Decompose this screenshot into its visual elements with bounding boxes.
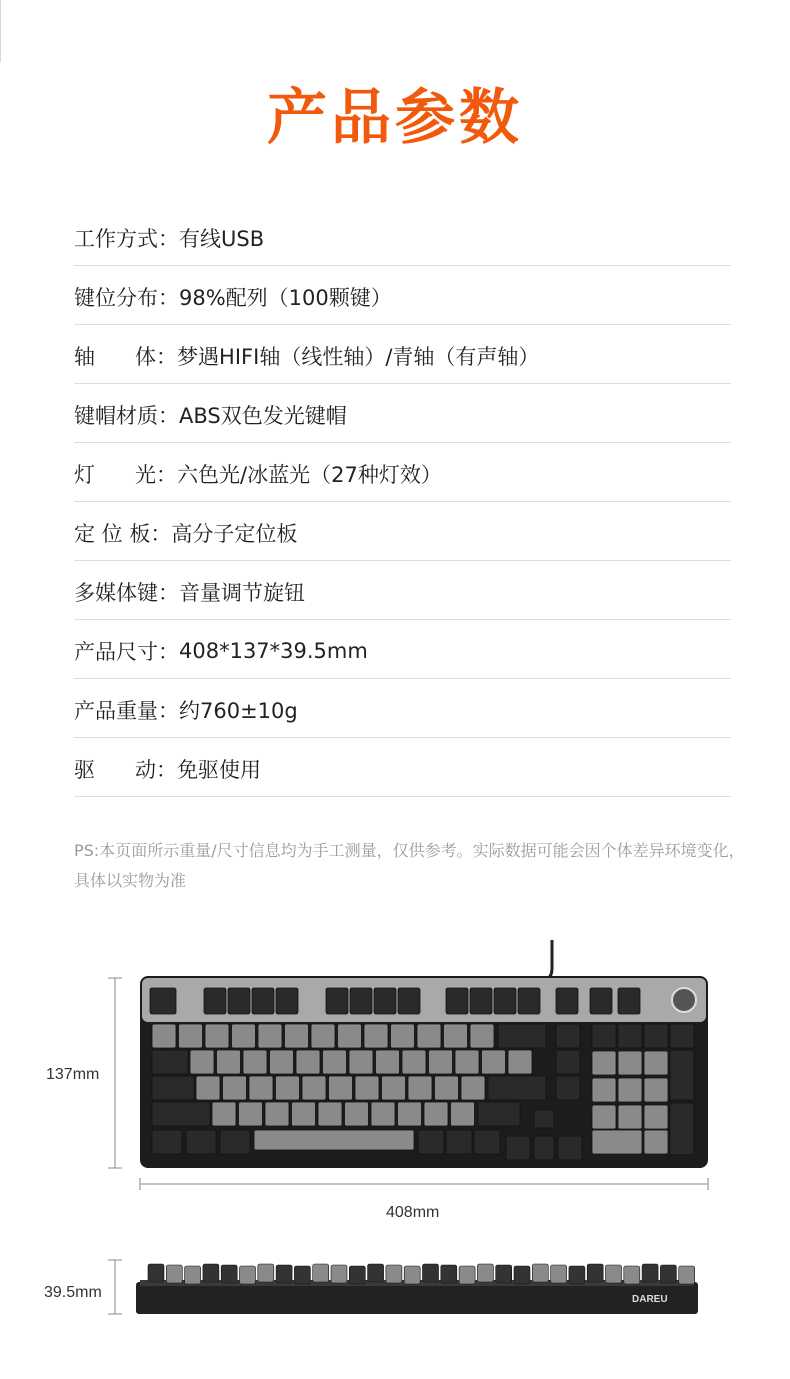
keycap xyxy=(644,1051,668,1075)
spec-label: 工作方式： xyxy=(74,226,179,251)
side-keycap xyxy=(294,1266,310,1284)
keycap xyxy=(232,1024,256,1048)
keycap xyxy=(205,1024,229,1048)
keycap xyxy=(644,1105,668,1129)
keycap xyxy=(618,1105,642,1129)
keycap xyxy=(270,1050,294,1074)
keycap xyxy=(318,1102,342,1126)
keycap xyxy=(494,988,516,1014)
side-keycap xyxy=(148,1264,164,1282)
spec-label: 产品重量： xyxy=(74,698,179,723)
keycap xyxy=(455,1050,479,1074)
keycap xyxy=(429,1050,453,1074)
spec-value: 高分子定位板 xyxy=(171,521,298,546)
keycap xyxy=(424,1102,448,1126)
side-keycap xyxy=(606,1265,622,1283)
keycap xyxy=(345,1102,369,1126)
keycap xyxy=(239,1102,263,1126)
keycap xyxy=(258,1024,282,1048)
side-keycap xyxy=(203,1264,219,1282)
spec-value: ABS双色发光键帽 xyxy=(179,403,347,428)
keycap xyxy=(418,1130,444,1154)
keycap xyxy=(534,1136,554,1160)
spec-value: 408*137*39.5mm xyxy=(179,638,368,663)
keycap xyxy=(451,1102,475,1126)
side-keycap xyxy=(551,1265,567,1283)
spec-row xyxy=(74,679,731,738)
keycap xyxy=(391,1024,415,1048)
height-label: 137mm xyxy=(46,1066,100,1083)
keycap xyxy=(592,1051,616,1075)
spec-row xyxy=(74,443,731,502)
side-keycap xyxy=(441,1265,457,1283)
side-keycap xyxy=(679,1266,695,1284)
keycap xyxy=(518,988,540,1014)
keycap xyxy=(435,1076,459,1100)
keycap xyxy=(488,1076,546,1100)
keycap xyxy=(150,988,176,1014)
keycap xyxy=(376,1050,400,1074)
spec-label: 轴 体： xyxy=(74,344,178,369)
keycap xyxy=(618,988,640,1014)
keycap xyxy=(592,1078,616,1102)
keycap xyxy=(338,1024,362,1048)
keycap xyxy=(285,1024,309,1048)
keycap xyxy=(296,1050,320,1074)
spec-value: 约760±10g xyxy=(179,698,298,723)
keycap xyxy=(534,1110,554,1128)
keycap xyxy=(152,1076,194,1100)
keycap xyxy=(152,1024,176,1048)
keyboard-side-body xyxy=(136,1282,698,1314)
keycap xyxy=(592,1024,616,1048)
side-keycap xyxy=(368,1264,384,1282)
keycap xyxy=(644,1078,668,1102)
keycap xyxy=(152,1050,188,1074)
keycap xyxy=(618,1051,642,1075)
keycap xyxy=(204,988,226,1014)
keycap xyxy=(461,1076,485,1100)
keycap xyxy=(470,988,492,1014)
keycap xyxy=(402,1050,426,1074)
spec-label: 多媒体键： xyxy=(74,580,179,605)
spec-label: 定 位 板： xyxy=(74,521,172,546)
keycap xyxy=(223,1076,247,1100)
keycap xyxy=(556,988,578,1014)
keycap xyxy=(217,1050,241,1074)
spec-value: 免驱使用 xyxy=(177,757,262,782)
keycap xyxy=(670,1050,694,1100)
spec-value: 音量调节旋钮 xyxy=(179,580,305,605)
side-keycap xyxy=(496,1265,512,1283)
keycap xyxy=(417,1024,441,1048)
keycap xyxy=(482,1050,506,1074)
side-keycap xyxy=(331,1265,347,1283)
side-keycap xyxy=(258,1264,274,1282)
keycap xyxy=(508,1050,532,1074)
side-keycap xyxy=(240,1266,256,1284)
keycap xyxy=(152,1130,182,1154)
keycap xyxy=(478,1102,520,1126)
depth-label: 39.5mm xyxy=(44,1284,102,1301)
spec-row xyxy=(74,502,731,561)
keycap xyxy=(670,1024,694,1048)
spec-label: 键帽材质： xyxy=(74,403,179,428)
keycap xyxy=(371,1102,395,1126)
width-label: 408mm xyxy=(386,1204,440,1221)
side-keycap xyxy=(423,1264,439,1282)
keycap xyxy=(556,1076,580,1100)
spec-label: 产品尺寸： xyxy=(74,639,179,664)
keycap xyxy=(329,1076,353,1100)
keycap xyxy=(292,1102,316,1126)
spec-value: 98%配列（100颗键） xyxy=(179,285,392,310)
spec-label: 键位分布： xyxy=(74,285,179,310)
spec-row xyxy=(74,207,731,266)
side-keycap xyxy=(386,1265,402,1283)
keycap xyxy=(355,1076,379,1100)
keycap xyxy=(179,1024,203,1048)
side-keycap xyxy=(477,1264,493,1282)
keycap xyxy=(152,1102,210,1126)
keycap xyxy=(249,1076,273,1100)
spec-value: 六色光/冰蓝光（27种灯效） xyxy=(177,462,442,487)
keycap xyxy=(243,1050,267,1074)
keycap xyxy=(190,1050,214,1074)
keycap xyxy=(556,1050,580,1074)
keyboard-dimension-figure xyxy=(0,930,790,1350)
keyboard-illustration xyxy=(0,930,790,1350)
spec-row xyxy=(74,561,731,620)
side-keycap xyxy=(404,1266,420,1284)
keycap xyxy=(618,1024,642,1048)
side-keycap xyxy=(313,1264,329,1282)
keycap xyxy=(350,988,372,1014)
keycap xyxy=(398,988,420,1014)
volume-knob xyxy=(672,988,696,1012)
keycap xyxy=(644,1130,668,1154)
spec-row xyxy=(74,325,731,384)
side-keycap xyxy=(569,1266,585,1284)
side-keycap xyxy=(221,1265,237,1283)
keycap xyxy=(498,1024,546,1048)
keycap xyxy=(220,1130,250,1154)
spec-table xyxy=(74,207,731,797)
keycap xyxy=(374,988,396,1014)
keycap xyxy=(444,1024,468,1048)
keycap xyxy=(558,1136,582,1160)
keycap xyxy=(276,988,298,1014)
side-keycap xyxy=(349,1266,365,1284)
spec-row xyxy=(74,738,731,797)
side-keycap xyxy=(514,1266,530,1284)
keycap xyxy=(506,1136,530,1160)
keycap xyxy=(382,1076,406,1100)
keycap xyxy=(670,1103,694,1155)
side-keycap xyxy=(660,1265,676,1283)
keycap xyxy=(252,988,274,1014)
keycap xyxy=(592,1130,642,1154)
side-keycap xyxy=(459,1266,475,1284)
keycap xyxy=(592,1105,616,1129)
keycap xyxy=(446,1130,472,1154)
side-keycap xyxy=(532,1264,548,1282)
keycap xyxy=(196,1076,220,1100)
spec-row xyxy=(74,266,731,325)
keycap xyxy=(474,1130,500,1154)
keycap xyxy=(265,1102,289,1126)
keycap xyxy=(364,1024,388,1048)
keycap xyxy=(326,988,348,1014)
keycap xyxy=(228,988,250,1014)
keycap xyxy=(323,1050,347,1074)
keycap xyxy=(212,1102,236,1126)
keycap xyxy=(398,1102,422,1126)
brand-logo: DAREU xyxy=(632,1294,668,1305)
keycap xyxy=(644,1024,668,1048)
side-keycap xyxy=(166,1265,182,1283)
disclaimer-note: PS:本页面所示重量/尺寸信息均为手工测量，仅供参考。实际数据可能会因个体差异环境变化，具体以实物为准 xyxy=(74,841,745,890)
keycap xyxy=(302,1076,326,1100)
spec-label: 驱 动： xyxy=(74,757,178,782)
spec-value: 梦遇HIFI轴（线性轴）/青轴（有声轴） xyxy=(177,344,540,369)
usb-cable xyxy=(548,940,552,978)
keycap xyxy=(556,1024,580,1048)
side-keycap xyxy=(642,1264,658,1282)
side-keycap xyxy=(624,1266,640,1284)
keycap xyxy=(590,988,612,1014)
spec-row xyxy=(74,620,731,679)
spec-label: 灯 光： xyxy=(74,462,178,487)
page-edge-mark xyxy=(0,0,1,62)
keycap xyxy=(186,1130,216,1154)
side-keycap xyxy=(587,1264,603,1282)
keycap xyxy=(408,1076,432,1100)
side-keycap xyxy=(276,1265,292,1283)
page-title: 产品参数 xyxy=(267,83,523,153)
keycap xyxy=(618,1078,642,1102)
side-keycap xyxy=(185,1266,201,1284)
keycap xyxy=(470,1024,494,1048)
keycap xyxy=(254,1130,414,1150)
spec-value: 有线USB xyxy=(179,226,265,251)
keycap xyxy=(276,1076,300,1100)
keycap xyxy=(446,988,468,1014)
spec-row xyxy=(74,384,731,443)
keycap xyxy=(349,1050,373,1074)
keycap xyxy=(311,1024,335,1048)
